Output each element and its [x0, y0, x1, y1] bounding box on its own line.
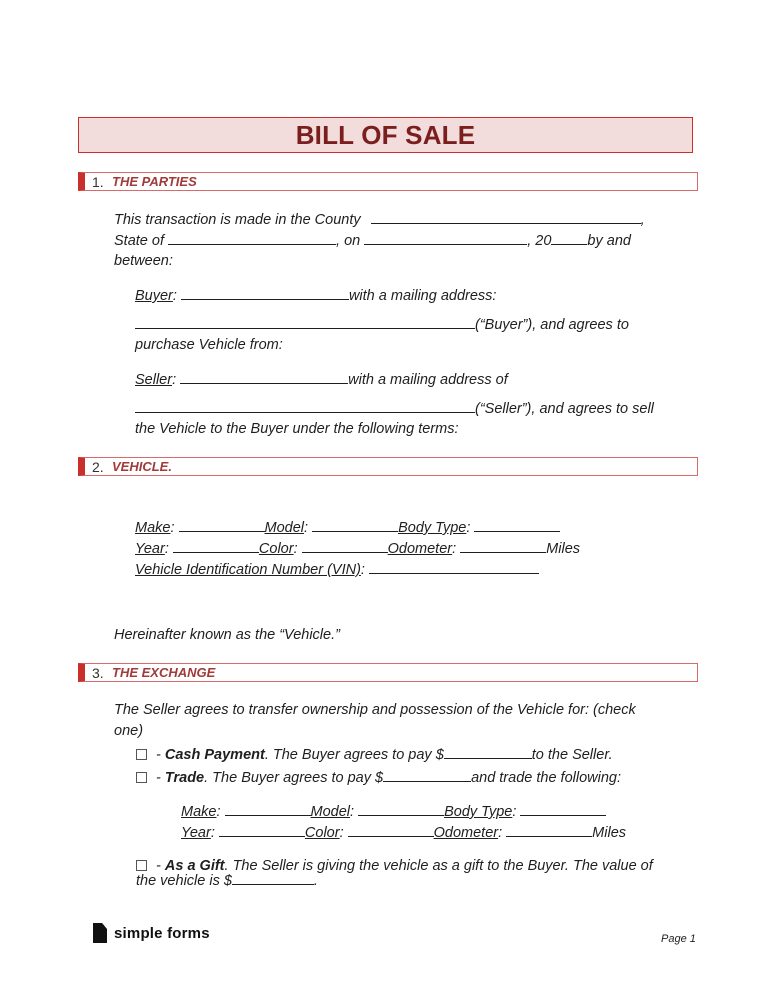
trade-vehicle-row-2 — [181, 822, 626, 844]
trade-body-type-field[interactable] — [520, 801, 606, 816]
dash: - — [152, 747, 165, 763]
odometer-label: Odometer — [387, 541, 453, 557]
colon: : — [293, 541, 298, 557]
trade-option — [136, 767, 621, 789]
gift-value-text: the vehicle is $ — [136, 873, 232, 889]
cash-text: . The Buyer agrees to pay $ — [264, 747, 444, 763]
colon: : — [360, 562, 365, 578]
page-number: Page 1 — [661, 933, 696, 945]
section-number: 3. — [92, 664, 104, 681]
seller-address-field[interactable] — [135, 398, 475, 413]
buyer-tag: (“Buyer”), and agrees to — [475, 317, 629, 333]
year-field[interactable] — [173, 538, 259, 553]
comma: , — [640, 212, 645, 228]
mailing-of-text: with a mailing address of — [348, 372, 508, 388]
gift-label: As a Gift — [164, 858, 225, 874]
brand-logo — [93, 923, 210, 943]
cash-amount-field[interactable] — [444, 744, 532, 759]
exchange-intro-text: The Seller agrees to transfer ownership and possession of the Vehicle for: (check — [114, 702, 636, 718]
section-number: 1. — [92, 173, 104, 190]
buyer-address-line — [135, 314, 629, 336]
section-number: 2. — [92, 458, 104, 475]
trade-body-type-label: Body Type — [444, 804, 513, 820]
county-line — [114, 209, 645, 231]
gift-value-line — [136, 870, 318, 892]
vin-label: Vehicle Identification Number (VIN) — [135, 562, 361, 578]
cash-label: Cash Payment — [164, 747, 265, 763]
vin-row — [135, 559, 539, 581]
trade-year-field[interactable] — [219, 822, 305, 837]
colon: : — [512, 804, 517, 820]
exchange-intro-1 — [114, 700, 636, 721]
period: . — [313, 873, 318, 889]
seller-tag: (“Seller”), and agrees to sell — [475, 401, 654, 417]
colon: : — [304, 520, 309, 536]
colon: : — [498, 825, 503, 841]
buyer-line — [135, 285, 496, 307]
seller-name-field[interactable] — [180, 369, 348, 384]
section-label: VEHICLE. — [112, 459, 172, 474]
odometer-field[interactable] — [460, 538, 546, 553]
year-field[interactable] — [551, 230, 587, 245]
trade-odometer-field[interactable] — [506, 822, 592, 837]
colon: : — [164, 541, 169, 557]
section-header-vehicle — [78, 457, 698, 476]
cash-checkbox[interactable] — [136, 749, 147, 760]
terms-text: the Vehicle to the Buyer under the following terms: — [135, 421, 459, 437]
by-and-text: by and — [587, 233, 631, 249]
on-text: , on — [336, 233, 361, 249]
cash-option — [136, 744, 613, 766]
trade-text: . The Buyer agrees to pay $ — [204, 770, 384, 786]
color-label: Color — [258, 541, 294, 557]
trade-color-field[interactable] — [348, 822, 434, 837]
trade-vehicle-row-1 — [181, 801, 606, 823]
color-field[interactable] — [302, 538, 388, 553]
make-field[interactable] — [179, 517, 265, 532]
between-line — [114, 251, 173, 272]
body-type-label: Body Type — [398, 520, 467, 536]
seller-label: Seller — [135, 372, 173, 388]
colon: : — [466, 520, 471, 536]
trade-model-label: Model — [310, 804, 351, 820]
make-label: Make — [135, 520, 171, 536]
exchange-intro-2 — [114, 721, 143, 742]
model-label: Model — [264, 520, 305, 536]
buyer-label: Buyer — [135, 288, 173, 304]
vehicle-row-1 — [135, 517, 560, 539]
purchase-line — [135, 335, 283, 356]
colon: : — [210, 825, 215, 841]
gift-value-field[interactable] — [232, 870, 314, 885]
date-field[interactable] — [364, 230, 527, 245]
miles-text: Miles — [546, 541, 581, 557]
seller-address-line — [135, 398, 654, 420]
section-label: THE EXCHANGE — [112, 665, 216, 680]
purchase-text: purchase Vehicle from: — [135, 337, 283, 353]
county-text: This transaction is made in the County — [114, 212, 361, 228]
state-field[interactable] — [168, 230, 336, 245]
seller-line — [135, 369, 508, 391]
vehicle-row-2 — [135, 538, 580, 560]
cash-end: to the Seller. — [531, 747, 613, 763]
hereinafter-text: Hereinafter known as the “Vehicle.” — [114, 627, 340, 643]
trade-checkbox[interactable] — [136, 772, 147, 783]
dash: - — [152, 770, 165, 786]
trade-end: and trade the following: — [471, 770, 621, 786]
trade-make-label: Make — [181, 804, 217, 820]
trade-amount-field[interactable] — [383, 767, 471, 782]
brand-name: simple forms — [114, 924, 210, 942]
colon: : — [170, 520, 175, 536]
colon: : — [172, 372, 177, 388]
section-label: THE PARTIES — [112, 174, 197, 189]
vin-field[interactable] — [369, 559, 539, 574]
year-prefix: , 20 — [527, 233, 552, 249]
colon: : — [216, 804, 221, 820]
terms-line — [135, 419, 458, 440]
section-header-parties — [78, 172, 698, 191]
document-icon — [93, 923, 107, 943]
trade-make-field[interactable] — [225, 801, 311, 816]
hereinafter-line — [114, 625, 340, 646]
miles-text: Miles — [592, 825, 627, 841]
gift-text: . The Seller is giving the vehicle as a gift to the Buyer. The value of — [224, 858, 653, 874]
colon: : — [452, 541, 457, 557]
colon: : — [350, 804, 355, 820]
trade-color-label: Color — [304, 825, 340, 841]
buyer-name-field[interactable] — [181, 285, 349, 300]
document-title — [78, 117, 693, 153]
title-text: BILL OF SALE — [295, 119, 476, 150]
county-field[interactable] — [371, 209, 641, 224]
section-header-exchange — [78, 663, 698, 682]
exchange-intro-text: one) — [114, 723, 144, 739]
buyer-address-field[interactable] — [135, 314, 475, 329]
state-line — [114, 230, 631, 252]
dash: - — [152, 858, 165, 874]
body-type-field[interactable] — [474, 517, 560, 532]
colon: : — [339, 825, 344, 841]
state-text: State of — [114, 233, 164, 249]
trade-model-field[interactable] — [358, 801, 444, 816]
year-label: Year — [135, 541, 165, 557]
colon: : — [172, 288, 177, 304]
model-field[interactable] — [312, 517, 398, 532]
between-text: between: — [114, 253, 173, 269]
trade-year-label: Year — [181, 825, 211, 841]
trade-label: Trade — [164, 770, 205, 786]
mailing-text: with a mailing address: — [348, 288, 497, 304]
trade-odometer-label: Odometer — [433, 825, 499, 841]
